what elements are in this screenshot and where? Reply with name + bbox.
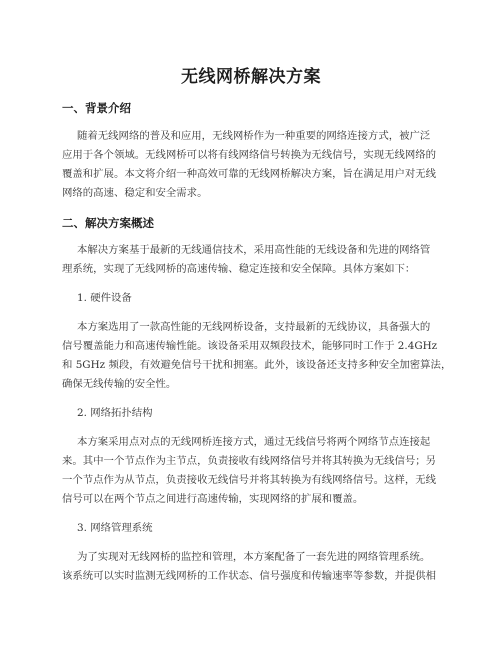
paragraph-line: 本方案采用点对点的无线网桥连接方式，通过无线信号将两个网络节点连接起 [77, 436, 431, 448]
paragraph-line: 网络的高速、稳定和安全需求。 [62, 187, 208, 199]
paragraph-line: 理系统，实现了无线网桥的高速传输、稳定连接和安全保障。具体方案如下： [62, 263, 416, 275]
paragraph-line: 该系统可以实时监测无线网桥的工作状态、信号强度和传输速率等参数，并提供相 [62, 570, 437, 582]
paragraph-line: 确保无线传输的安全性。 [62, 378, 177, 390]
paragraph-line: 本解决方案基于最新的无线通信技术，采用高性能的无线设备和先进的网络管 [77, 244, 431, 256]
item-label-topology: 2. 网络拓扑结构 [77, 407, 153, 419]
section-heading-overview: 二、解决方案概述 [62, 216, 154, 230]
paragraph-line: 信号覆盖能力和高速传输性能。该设备采用双频段技术，能够同时工作于 2.4GHz [62, 340, 438, 352]
section-heading-background: 一、背景介绍 [62, 101, 131, 115]
paragraph-line: 一个节点作为从节点，负责接收无线信号并将其转换为有线网络信号。这样，无线 [62, 474, 437, 486]
paragraph-line: 本方案选用了一款高性能的无线网桥设备，支持最新的无线协议，具备强大的 [77, 321, 431, 333]
paragraph-line: 信号可以在两个节点之间进行高速传输，实现网络的扩展和覆盖。 [62, 493, 364, 505]
paragraph-line: 来。其中一个节点作为主节点，负责接收有线网络信号并将其转换为无线信号；另 [62, 455, 437, 467]
document-title: 无线网桥解决方案 [181, 67, 321, 87]
paragraph-line: 覆盖和扩展。本文将介绍一种高效可靠的无线网桥解决方案，旨在满足用户对无线 [62, 168, 437, 180]
paragraph-line: 和 5GHz 频段，有效避免信号干扰和拥塞。此外，该设备还支持多种安全加密算法， [62, 359, 452, 371]
item-label-hardware: 1. 硬件设备 [77, 292, 132, 304]
paragraph-line: 为了实现对无线网桥的监控和管理，本方案配备了一套先进的网络管理系统。 [77, 551, 431, 563]
paragraph-line: 随着无线网络的普及和应用，无线网桥作为一种重要的网络连接方式，被广泛 [77, 130, 431, 142]
item-label-management: 3. 网络管理系统 [77, 522, 153, 534]
paragraph-line: 应用于各个领域。无线网桥可以将有线网络信号转换为无线信号，实现无线网络的 [62, 149, 437, 161]
